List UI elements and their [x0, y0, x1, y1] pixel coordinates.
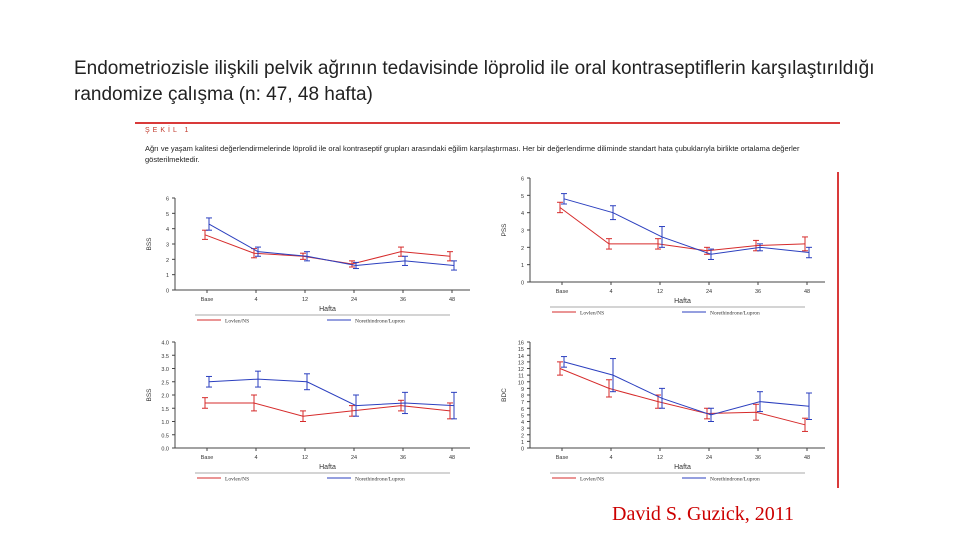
legend-label: Norethindrone/Lupron [355, 318, 405, 325]
y-tick-label: 5 [520, 413, 524, 420]
x-tick-label: 24 [350, 455, 358, 461]
y-tick-label: 13 [517, 360, 524, 367]
x-tick-label: 12 [656, 289, 664, 295]
x-tick-label: 36 [754, 455, 762, 461]
x-tick-label: Base [555, 455, 569, 461]
x-axis-label: Hafta [674, 298, 691, 305]
author-credit: David S. Guzick, 2011 [612, 503, 795, 525]
y-tick-label: 0.0 [161, 446, 169, 453]
y-tick-label: 4 [520, 211, 524, 218]
y-axis-label: BDC [501, 388, 508, 402]
legend-label: Lovlen/NS [580, 476, 605, 483]
y-tick-label: 4 [165, 227, 169, 234]
series-line [564, 362, 809, 415]
y-tick-label: 5 [165, 211, 169, 218]
legend-label: Norethindrone/Lupron [710, 310, 760, 317]
y-tick-label: 6 [520, 176, 524, 183]
y-axis-label: PSS [501, 223, 508, 237]
x-tick-label: 4 [254, 297, 258, 303]
series-line [205, 235, 450, 264]
y-tick-label: 2 [520, 433, 524, 440]
x-tick-label: Base [200, 297, 214, 303]
legend-label: Lovlen/NS [580, 310, 605, 317]
y-tick-label: 3 [520, 426, 524, 433]
figure-caption: Ağrı ve yaşam kalitesi değerlendirmelerinde löprolid ile oral kontraseptif grupları arasındaki eğilim karşılaştırması. Her bir değerlendirme diliminde standart hata çubuklarıyla birlikte ortalama değerler gösterilmektedir. [145, 144, 800, 164]
series-line [205, 403, 450, 416]
chart-panel-1 [140, 192, 485, 330]
x-tick-label: 48 [448, 455, 456, 461]
x-tick-label: 24 [705, 289, 713, 295]
y-tick-label: 1.5 [161, 406, 169, 413]
legend-label: Norethindrone/Lupron [710, 476, 760, 483]
y-tick-label: 2.5 [161, 380, 169, 387]
x-tick-label: 36 [399, 297, 407, 303]
y-tick-label: 0 [520, 280, 524, 287]
x-tick-label: Base [200, 455, 214, 461]
y-tick-label: 3.5 [161, 353, 169, 360]
x-tick-label: Base [555, 289, 569, 295]
series-line [209, 224, 454, 265]
x-tick-label: 12 [656, 455, 664, 461]
chart-panel-2 [495, 172, 840, 322]
x-tick-label: 12 [301, 297, 309, 303]
figure-label: ŞEKİL 1 [145, 127, 192, 134]
y-tick-label: 3 [520, 228, 524, 235]
legend-label: Lovlen/NS [225, 318, 250, 325]
y-tick-label: 8 [520, 393, 524, 400]
x-tick-label: 36 [754, 289, 762, 295]
y-tick-label: 1 [165, 273, 169, 280]
x-tick-label: 12 [301, 455, 309, 461]
x-tick-label: 24 [350, 297, 358, 303]
chart-panel-4 [495, 336, 840, 488]
x-tick-label: 4 [609, 289, 613, 295]
y-tick-label: 2.0 [161, 393, 169, 400]
figure-header-bar [135, 122, 840, 140]
y-tick-label: 12 [517, 367, 524, 373]
y-tick-label: 16 [517, 340, 524, 347]
series-line [209, 379, 454, 406]
y-tick-label: 1 [520, 439, 524, 446]
y-tick-label: 3 [165, 242, 169, 249]
y-tick-label: 7 [520, 400, 524, 407]
y-tick-label: 0 [520, 446, 524, 453]
y-tick-label: 11 [518, 373, 524, 380]
y-tick-label: 6 [165, 196, 169, 203]
chart-panel-3 [140, 336, 485, 488]
x-tick-label: 4 [609, 455, 613, 461]
x-tick-label: 48 [803, 455, 811, 461]
x-tick-label: 4 [254, 455, 258, 461]
x-tick-label: 48 [448, 297, 456, 303]
y-tick-label: 0 [165, 288, 169, 295]
y-tick-label: 4 [520, 420, 524, 426]
y-tick-label: 15 [517, 347, 524, 354]
y-axis-label: BSS [146, 237, 153, 251]
series-line [560, 369, 805, 425]
y-tick-label: 0.5 [161, 433, 169, 440]
series-line [564, 199, 809, 254]
legend-label: Norethindrone/Lupron [355, 476, 405, 483]
y-tick-label: 2 [520, 245, 524, 252]
slide-title: Endometriozisle ilişkili pelvik ağrının tedavisinde löprolid ile oral kontraseptiflerin karşılaştırıldığı randomize çalışma (n: 47, 48 hafta) [74, 58, 875, 105]
y-tick-label: 10 [517, 380, 524, 387]
x-axis-label: Hafta [319, 464, 336, 471]
y-tick-label: 9 [520, 386, 524, 393]
y-tick-label: 1.0 [161, 420, 169, 426]
y-tick-label: 1 [520, 263, 524, 270]
y-tick-label: 4.0 [161, 340, 169, 347]
x-tick-label: 36 [399, 455, 407, 461]
y-tick-label: 14 [517, 353, 524, 360]
x-tick-label: 24 [705, 455, 713, 461]
x-axis-label: Hafta [674, 464, 691, 471]
y-tick-label: 5 [520, 193, 524, 200]
legend-label: Lovlen/NS [225, 476, 250, 483]
y-tick-label: 2 [165, 257, 169, 264]
y-axis-label: BSS [146, 388, 153, 402]
y-tick-label: 3.0 [161, 367, 169, 373]
x-axis-label: Hafta [319, 306, 336, 313]
x-tick-label: 48 [803, 289, 811, 295]
y-tick-label: 6 [520, 406, 524, 413]
